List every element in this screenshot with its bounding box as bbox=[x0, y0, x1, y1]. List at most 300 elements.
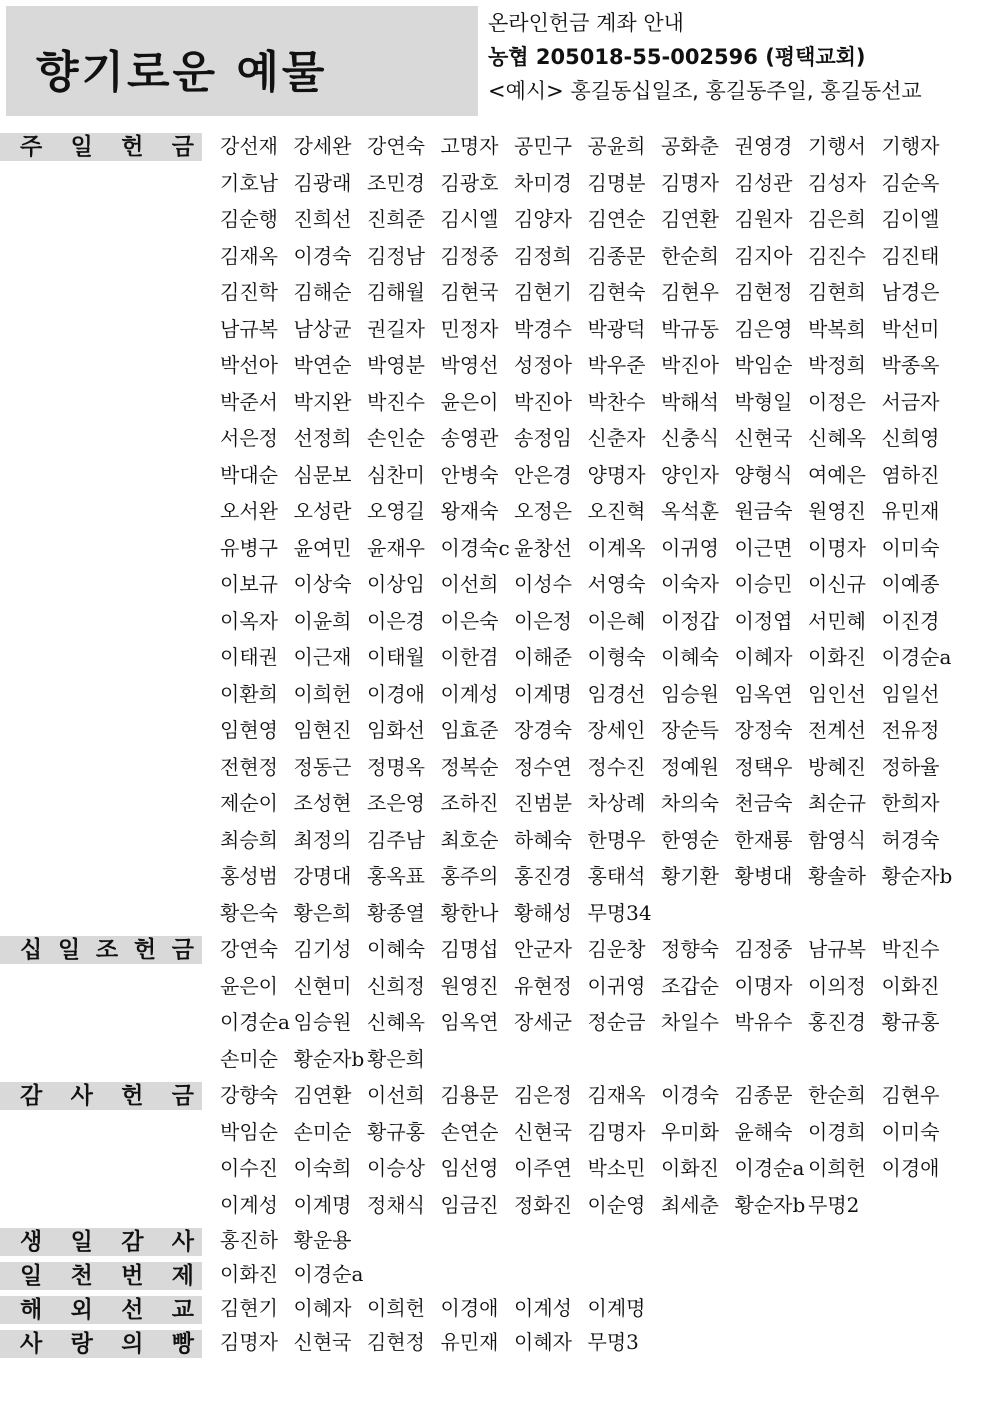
donor-name: 윤해숙 bbox=[734, 1119, 793, 1144]
donor-name: 이선희 bbox=[367, 1083, 425, 1107]
donor-name: 이화진 bbox=[661, 1156, 719, 1180]
donor-name: 신충식 bbox=[661, 426, 719, 450]
donor-name: 박임순 bbox=[220, 1119, 278, 1144]
donor-names bbox=[220, 931, 980, 1077]
donor-name: 이예종 bbox=[881, 572, 940, 596]
donor-name: 이은숙 bbox=[440, 608, 499, 633]
donor-name: 이화진 bbox=[220, 1262, 278, 1286]
donor-name: 이명자 bbox=[734, 973, 793, 998]
donor-name: 이윤희 bbox=[293, 608, 352, 633]
donor-name: 장정숙 bbox=[734, 718, 793, 742]
donor-name: 정명옥 bbox=[367, 754, 425, 779]
donor-name: 임인선 bbox=[808, 681, 866, 706]
account-info-heading: 온라인헌금 계좌 안내 bbox=[488, 11, 684, 35]
donor-name: 박진수 bbox=[881, 937, 940, 961]
donor-name: 이혜자 bbox=[514, 1330, 572, 1354]
donor-name: 이혜자 bbox=[734, 645, 793, 669]
donor-name: 정복순 bbox=[440, 754, 499, 779]
title-box bbox=[6, 6, 478, 116]
donor-name: 임옥연 bbox=[734, 681, 793, 706]
donor-name: 김진태 bbox=[881, 243, 940, 268]
donor-name: 제순이 bbox=[220, 791, 278, 815]
donor-name: 이수진 bbox=[220, 1156, 278, 1180]
account-number: 농협 205018-55-002596 (평택교회) bbox=[488, 45, 866, 69]
donor-name: 김정희 bbox=[514, 243, 572, 268]
donor-name: 김현기 bbox=[514, 280, 572, 304]
donor-name: 이상숙 bbox=[293, 572, 352, 596]
offering-section bbox=[0, 1077, 1000, 1223]
donor-name: 김현기 bbox=[220, 1296, 278, 1320]
donor-name: 김현희 bbox=[808, 280, 866, 304]
donor-name: 이희헌 bbox=[367, 1296, 425, 1320]
donor-name: 임현진 bbox=[293, 718, 352, 742]
donor-name: 김이엘 bbox=[881, 207, 940, 231]
donor-name: 황은숙 bbox=[220, 900, 278, 925]
donor-name: 진범분 bbox=[514, 791, 572, 815]
donor-name: 우미화 bbox=[661, 1119, 719, 1144]
section-label: 십 일 조 헌 금 bbox=[0, 936, 202, 964]
donor-name: 황병대 bbox=[734, 864, 793, 888]
donor-name: 조성현 bbox=[293, 791, 352, 815]
donor-name: 김종문 bbox=[587, 243, 646, 268]
donor-name: 임금진 bbox=[440, 1192, 499, 1217]
donor-name: 전현정 bbox=[220, 754, 278, 779]
donor-name: 김광래 bbox=[293, 170, 352, 195]
donor-name: 홍성범 bbox=[220, 864, 278, 888]
donor-name: 차일수 bbox=[661, 1010, 719, 1034]
donor-name: 박광덕 bbox=[587, 316, 646, 341]
donor-name: 박우준 bbox=[587, 353, 646, 377]
donor-name: 윤은이 bbox=[440, 389, 499, 414]
donor-names bbox=[220, 128, 980, 931]
donor-name: 이미숙 bbox=[881, 1119, 940, 1144]
donor-name: 서영숙 bbox=[587, 572, 646, 596]
donor-name: 방혜진 bbox=[808, 754, 866, 779]
donor-name: 이화진 bbox=[881, 973, 940, 998]
donor-name: 김정중 bbox=[440, 243, 499, 268]
donor-name: 임선영 bbox=[440, 1156, 499, 1180]
donor-name: 김은희 bbox=[808, 207, 866, 231]
donor-name: 박형일 bbox=[734, 389, 793, 414]
donor-name: 기행서 bbox=[808, 134, 866, 158]
donor-name: 공화춘 bbox=[661, 134, 719, 158]
donor-name: 강연숙 bbox=[220, 937, 278, 961]
donor-name: 장세군 bbox=[514, 1010, 572, 1034]
donor-name: 이신규 bbox=[808, 572, 866, 596]
donor-name: 한명우 bbox=[587, 827, 646, 852]
donor-name: 박소민 bbox=[587, 1156, 646, 1180]
donor-name: 윤재우 bbox=[367, 535, 425, 560]
donor-name: 남규복 bbox=[220, 316, 278, 341]
donor-name: 이환희 bbox=[220, 681, 278, 706]
offering-section bbox=[0, 1291, 1000, 1325]
donor-name: 원영진 bbox=[808, 499, 866, 523]
donor-name: 손미순 bbox=[220, 1046, 278, 1071]
donor-name: 이계성 bbox=[514, 1296, 572, 1320]
donor-name: 이은혜 bbox=[587, 608, 646, 633]
donor-name: 장세인 bbox=[587, 718, 646, 742]
donor-name: 한순희 bbox=[808, 1083, 866, 1107]
donor-name: 황순자b bbox=[293, 1046, 365, 1071]
donor-name: 진희준 bbox=[367, 207, 425, 231]
donor-names bbox=[220, 1291, 980, 1325]
donor-name: 이희헌 bbox=[293, 681, 352, 706]
donor-name: 김현정 bbox=[734, 280, 793, 304]
donor-name: 이은정 bbox=[514, 608, 572, 633]
donor-name: 전계선 bbox=[808, 718, 866, 742]
donor-name: 이계명 bbox=[514, 681, 572, 706]
donor-name: 김시엘 bbox=[440, 207, 499, 231]
donor-names bbox=[220, 1077, 980, 1223]
donor-name: 박선미 bbox=[881, 316, 940, 341]
donor-name: 장순득 bbox=[661, 718, 719, 742]
donor-name: 정채식 bbox=[367, 1192, 425, 1217]
donor-name: 남규복 bbox=[808, 937, 866, 961]
donor-name: 홍주의 bbox=[440, 864, 499, 888]
donor-name: 박준서 bbox=[220, 389, 278, 414]
donor-name: 차미경 bbox=[514, 170, 572, 195]
donor-name: 신춘자 bbox=[587, 426, 646, 450]
donor-name: 이태권 bbox=[220, 645, 278, 669]
donor-name: 김현우 bbox=[661, 280, 719, 304]
offering-section bbox=[0, 1325, 1000, 1359]
donor-name: 오진혁 bbox=[587, 499, 646, 523]
donor-name: 무명34 bbox=[587, 900, 652, 925]
donor-name: 황기환 bbox=[661, 864, 719, 888]
donor-name: 김현국 bbox=[440, 280, 499, 304]
donor-name: 박영분 bbox=[367, 353, 425, 377]
donor-name: 이계옥 bbox=[587, 535, 646, 560]
donor-name: 허경숙 bbox=[881, 827, 940, 852]
donor-name: 김지아 bbox=[734, 243, 793, 268]
donor-name: 이귀영 bbox=[587, 973, 646, 998]
donor-name: 이순영 bbox=[587, 1192, 646, 1217]
donor-name: 김명자 bbox=[587, 1119, 646, 1144]
donor-name: 한영순 bbox=[661, 827, 719, 852]
donor-name: 신현국 bbox=[514, 1119, 572, 1144]
donor-name: 오서완 bbox=[220, 499, 278, 523]
donor-name: 무명2 bbox=[808, 1192, 860, 1217]
donor-name: 김연환 bbox=[293, 1083, 352, 1107]
donor-name: 윤창선 bbox=[514, 535, 572, 560]
donor-name: 황은희 bbox=[367, 1046, 425, 1071]
donor-name: 김해월 bbox=[367, 280, 425, 304]
donor-name: 심문보 bbox=[293, 462, 352, 487]
donor-name: 유민재 bbox=[881, 499, 940, 523]
donor-name: 서민혜 bbox=[808, 608, 866, 633]
donor-name: 송영관 bbox=[440, 426, 499, 450]
donor-name: 김명분 bbox=[587, 170, 646, 195]
donor-name: 이희헌 bbox=[808, 1156, 866, 1180]
donor-name: 이경순a bbox=[881, 645, 952, 669]
donor-name: 정택우 bbox=[734, 754, 793, 779]
donor-name: 이정엽 bbox=[734, 608, 793, 633]
donor-name: 김정중 bbox=[734, 937, 793, 961]
donor-name: 김은영 bbox=[734, 316, 793, 341]
donor-name: 박임순 bbox=[734, 353, 793, 377]
donor-name: 박유수 bbox=[734, 1010, 793, 1034]
donor-name: 이계성 bbox=[220, 1192, 278, 1217]
donor-name: 권길자 bbox=[367, 316, 425, 341]
donor-name: 서금자 bbox=[881, 389, 940, 414]
donor-name: 선정희 bbox=[293, 426, 352, 450]
donor-name: 신희정 bbox=[367, 973, 425, 998]
donor-name: 공민구 bbox=[514, 134, 572, 158]
donor-name: 여예은 bbox=[808, 462, 866, 487]
donor-name: 이혜숙 bbox=[661, 645, 719, 669]
offering-section bbox=[0, 931, 1000, 1077]
donor-name: 신혜옥 bbox=[808, 426, 866, 450]
donor-name: 정동근 bbox=[293, 754, 352, 779]
donor-name: 이옥자 bbox=[220, 608, 278, 633]
donor-name: 이계명 bbox=[293, 1192, 352, 1217]
donor-names bbox=[220, 1223, 980, 1257]
donor-name: 오정은 bbox=[514, 499, 572, 523]
donor-name: 이귀영 bbox=[661, 535, 719, 560]
donor-names bbox=[220, 1325, 980, 1359]
donor-name: 홍옥표 bbox=[367, 864, 425, 888]
donor-name: 정화진 bbox=[514, 1192, 572, 1217]
donor-name: 이승민 bbox=[734, 572, 793, 596]
donor-name: 정수연 bbox=[514, 754, 572, 779]
donor-name: 홍태석 bbox=[587, 864, 646, 888]
donor-name: 심찬미 bbox=[367, 462, 425, 487]
donor-name: 안은경 bbox=[514, 462, 572, 487]
donor-name: 김성자 bbox=[808, 170, 866, 195]
account-example: <예시> 홍길동십일조, 홍길동주일, 홍길동선교 bbox=[488, 79, 922, 103]
donor-name: 정향숙 bbox=[661, 937, 719, 961]
donor-name: 정예원 bbox=[661, 754, 719, 779]
donor-name: 진희선 bbox=[293, 207, 352, 231]
donor-name: 박영선 bbox=[440, 353, 499, 377]
donor-name: 김광호 bbox=[440, 170, 499, 195]
donor-name: 김정남 bbox=[367, 243, 425, 268]
donor-name: 김용문 bbox=[440, 1083, 499, 1107]
donor-name: 김순행 bbox=[220, 207, 278, 231]
donor-name: 강향숙 bbox=[220, 1083, 278, 1107]
donor-name: 이계명 bbox=[587, 1296, 646, 1320]
donor-name: 이경숙 bbox=[293, 243, 352, 268]
donor-name: 조민경 bbox=[367, 170, 425, 195]
donor-name: 황해성 bbox=[514, 900, 572, 925]
donor-name: 이경애 bbox=[440, 1296, 499, 1320]
donor-name: 김명자 bbox=[661, 170, 719, 195]
donor-name: 유민재 bbox=[440, 1330, 499, 1354]
donor-name: 손연순 bbox=[440, 1119, 499, 1144]
donor-name: 원영진 bbox=[440, 973, 499, 998]
donor-name: 박대순 bbox=[220, 462, 278, 487]
donor-name: 박진수 bbox=[367, 389, 425, 414]
donor-name: 임효준 bbox=[440, 718, 499, 742]
donor-name: 황규홍 bbox=[881, 1010, 940, 1034]
donor-name: 신현국 bbox=[293, 1330, 352, 1354]
donor-name: 홍진하 bbox=[220, 1228, 278, 1252]
donor-name: 유현정 bbox=[514, 973, 572, 998]
donor-name: 신현국 bbox=[734, 426, 793, 450]
offering-section bbox=[0, 128, 1000, 931]
account-info bbox=[488, 6, 993, 108]
donor-name: 기행자 bbox=[881, 134, 940, 158]
donor-name: 김주남 bbox=[367, 827, 425, 852]
donor-name: 이경애 bbox=[367, 681, 425, 706]
donor-name: 김현우 bbox=[881, 1083, 940, 1107]
donor-name: 박선아 bbox=[220, 353, 278, 377]
donor-name: 이미숙 bbox=[881, 535, 940, 560]
donor-name: 강연숙 bbox=[367, 134, 425, 158]
donor-name: 김성관 bbox=[734, 170, 793, 195]
donor-name: 임화선 bbox=[367, 718, 425, 742]
donor-name: 오영길 bbox=[367, 499, 425, 523]
donor-name: 황은희 bbox=[293, 900, 352, 925]
donor-name: 홍진경 bbox=[514, 864, 572, 888]
donor-name: 성정아 bbox=[514, 353, 572, 377]
donor-name: 김은정 bbox=[514, 1083, 572, 1107]
donor-name: 김연순 bbox=[587, 207, 646, 231]
donor-name: 박종옥 bbox=[881, 353, 940, 377]
donor-name: 하혜숙 bbox=[514, 827, 572, 852]
donor-name: 김진수 bbox=[808, 243, 866, 268]
donor-name: 이정갑 bbox=[661, 608, 719, 633]
donor-name: 이혜숙 bbox=[367, 937, 425, 961]
donor-name: 박진아 bbox=[514, 389, 572, 414]
donor-name: 김순옥 bbox=[881, 170, 940, 195]
donor-name: 박경수 bbox=[514, 316, 572, 341]
donor-name: 박찬수 bbox=[587, 389, 646, 414]
donor-name: 이형숙 bbox=[587, 645, 646, 669]
donor-name: 조하진 bbox=[440, 791, 499, 815]
donor-name: 옥석훈 bbox=[661, 499, 719, 523]
donor-name: 김기성 bbox=[293, 937, 352, 961]
donor-name: 박진아 bbox=[661, 353, 719, 377]
donor-name: 손인순 bbox=[367, 426, 425, 450]
donor-name: 윤여민 bbox=[293, 535, 352, 560]
donor-name: 이성수 bbox=[514, 572, 572, 596]
donor-name: 박연순 bbox=[293, 353, 352, 377]
donor-name: 이경순a bbox=[220, 1010, 290, 1034]
donor-name: 이근면 bbox=[734, 535, 793, 560]
donor-name: 박규동 bbox=[661, 316, 719, 341]
donor-name: 전유정 bbox=[881, 718, 940, 742]
donor-name: 한희자 bbox=[881, 791, 940, 815]
offering-section bbox=[0, 1257, 1000, 1291]
donor-name: 임현영 bbox=[220, 718, 278, 742]
donor-name: 염하진 bbox=[881, 462, 940, 487]
donor-name: 안병숙 bbox=[440, 462, 499, 487]
donor-name: 양명자 bbox=[587, 462, 646, 487]
donor-name: 김원자 bbox=[734, 207, 793, 231]
donor-name: 함영식 bbox=[808, 827, 866, 852]
donor-name: 임경선 bbox=[587, 681, 646, 706]
donor-name: 이경순a bbox=[734, 1156, 805, 1180]
donor-name: 최정의 bbox=[293, 827, 352, 852]
donor-name: 강선재 bbox=[220, 134, 278, 158]
donor-name: 정순금 bbox=[587, 1010, 646, 1034]
section-label: 사 랑 의 빵 bbox=[0, 1330, 202, 1358]
donor-name: 조갑순 bbox=[661, 973, 719, 998]
donor-name: 김명자 bbox=[220, 1330, 278, 1354]
donor-name: 이경숙c bbox=[440, 535, 510, 560]
donor-name: 강명대 bbox=[293, 864, 352, 888]
donor-name: 황운용 bbox=[293, 1228, 352, 1252]
donor-name: 임승원 bbox=[661, 681, 719, 706]
donor-name: 김현정 bbox=[367, 1330, 425, 1354]
donor-name: 남상균 bbox=[293, 316, 352, 341]
donor-name: 이혜자 bbox=[293, 1296, 352, 1320]
donor-name: 박복희 bbox=[808, 316, 866, 341]
donor-name: 고명자 bbox=[440, 134, 499, 158]
donor-name: 한순희 bbox=[661, 243, 719, 268]
donor-name: 김종문 bbox=[734, 1083, 793, 1107]
donor-name: 신희영 bbox=[881, 426, 940, 450]
donor-name: 이상임 bbox=[367, 572, 425, 596]
donor-name: 홍진경 bbox=[808, 1010, 866, 1034]
offering-section bbox=[0, 1223, 1000, 1257]
donor-name: 최호순 bbox=[440, 827, 499, 852]
donor-name: 이해준 bbox=[514, 645, 572, 669]
donor-name: 박해석 bbox=[661, 389, 719, 414]
donor-name: 김재옥 bbox=[220, 243, 278, 268]
donor-name: 정하율 bbox=[881, 754, 940, 779]
donor-name: 이태월 bbox=[367, 645, 425, 669]
donor-name: 김재옥 bbox=[587, 1083, 646, 1107]
donor-name: 이의정 bbox=[808, 973, 866, 998]
donor-name: 이계성 bbox=[440, 681, 499, 706]
donor-name: 김해순 bbox=[293, 280, 352, 304]
donor-name: 원금숙 bbox=[734, 499, 793, 523]
donor-name: 공윤희 bbox=[587, 134, 646, 158]
donor-name: 왕재숙 bbox=[440, 499, 499, 523]
donor-name: 차의숙 bbox=[661, 791, 719, 815]
donor-name: 오성란 bbox=[293, 499, 352, 523]
donor-name: 이경희 bbox=[808, 1119, 866, 1144]
donor-name: 서은정 bbox=[220, 426, 278, 450]
donor-name: 강세완 bbox=[293, 134, 352, 158]
donor-name: 이진경 bbox=[881, 608, 940, 633]
donor-name: 권영경 bbox=[734, 134, 793, 158]
donor-name: 이근재 bbox=[293, 645, 352, 669]
donor-name: 김진학 bbox=[220, 280, 278, 304]
donor-name: 김연환 bbox=[661, 207, 719, 231]
donor-name: 민정자 bbox=[440, 316, 499, 341]
donor-name: 남경은 bbox=[881, 280, 940, 304]
section-label: 생 일 감 사 bbox=[0, 1228, 202, 1256]
donor-name: 이명자 bbox=[808, 535, 866, 560]
section-label: 해 외 선 교 bbox=[0, 1296, 202, 1324]
section-label: 주 일 헌 금 bbox=[0, 133, 202, 161]
offering-sections bbox=[0, 128, 1000, 1359]
donor-name: 이숙희 bbox=[293, 1156, 352, 1180]
donor-name: 이화진 bbox=[808, 645, 866, 669]
donor-name: 김운창 bbox=[587, 937, 646, 961]
donor-name: 김현숙 bbox=[587, 280, 646, 304]
section-label: 감 사 헌 금 bbox=[0, 1082, 202, 1110]
donor-name: 이한겸 bbox=[440, 645, 499, 669]
donor-name: 이경숙 bbox=[661, 1083, 719, 1107]
donor-name: 신혜옥 bbox=[367, 1010, 425, 1034]
donor-name: 안군자 bbox=[514, 937, 572, 961]
donor-name: 임일선 bbox=[881, 681, 940, 706]
donor-name: 최세춘 bbox=[661, 1192, 719, 1217]
donor-name: 최승희 bbox=[220, 827, 278, 852]
donor-name: 장경숙 bbox=[514, 718, 572, 742]
donor-name: 기호남 bbox=[220, 170, 278, 195]
donor-name: 양인자 bbox=[661, 462, 719, 487]
donor-name: 이숙자 bbox=[661, 572, 719, 596]
donor-name: 유병구 bbox=[220, 535, 278, 560]
page-title: 향기로운 예물 bbox=[36, 47, 328, 98]
donor-name: 김명섭 bbox=[440, 937, 499, 961]
donor-name: 박지완 bbox=[293, 389, 352, 414]
